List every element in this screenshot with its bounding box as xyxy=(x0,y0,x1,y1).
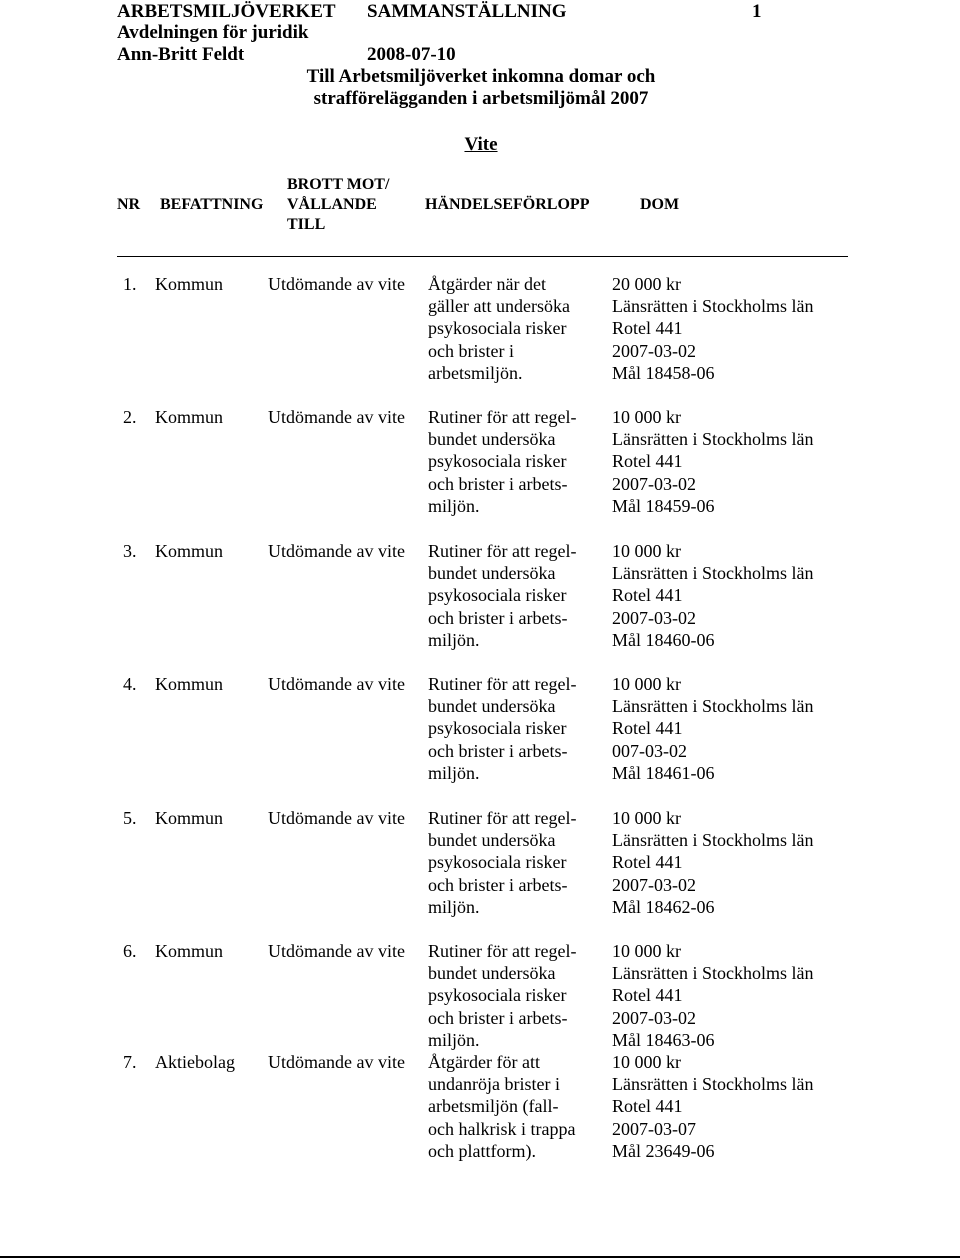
dom-amount: 10 000 kr xyxy=(612,1052,681,1072)
row-befattning: Kommun xyxy=(155,541,224,561)
dom-amount: 10 000 kr xyxy=(612,541,681,561)
handelseforlopp-line: psykosociala risker xyxy=(428,985,567,1006)
department: Avdelningen för juridik xyxy=(117,22,309,43)
handelseforlopp-line: miljön. xyxy=(428,762,480,783)
row-handelseforlopp xyxy=(428,540,576,651)
dom-amount: 10 000 kr xyxy=(612,808,681,828)
row-handelseforlopp xyxy=(428,406,576,517)
handelseforlopp-line: Rutiner för att regel- xyxy=(428,674,577,694)
dom-rotel: Rotel 441 xyxy=(612,1096,683,1117)
dom-case-number: Mål 18459-06 xyxy=(612,495,715,516)
row-number: 1. xyxy=(123,274,137,294)
dom-rotel: Rotel 441 xyxy=(612,318,683,339)
row-brott-mot: Utdömande av vite xyxy=(268,1052,405,1072)
dom-court: Länsrätten i Stockholms län xyxy=(612,563,814,584)
row-dom xyxy=(612,406,813,517)
row-brott-mot: Utdömande av vite xyxy=(268,674,405,694)
handelseforlopp-line: undanröja brister i xyxy=(428,1074,560,1095)
row-brott-mot: Utdömande av vite xyxy=(268,808,405,828)
handelseforlopp-line: miljön. xyxy=(428,495,480,516)
dom-date: 2007-03-02 xyxy=(612,473,696,494)
handelseforlopp-line: och brister i xyxy=(428,340,514,361)
handelseforlopp-line: arbetsmiljön. xyxy=(428,362,523,383)
dom-case-number: Mål 18462-06 xyxy=(612,896,715,917)
handelseforlopp-line: bundet undersöka xyxy=(428,563,556,584)
handelseforlopp-line: och brister i arbets- xyxy=(428,607,568,628)
row-handelseforlopp xyxy=(428,673,576,784)
row-befattning: Kommun xyxy=(155,407,224,427)
handelseforlopp-line: Rutiner för att regel- xyxy=(428,541,577,561)
dom-amount: 10 000 kr xyxy=(612,674,681,694)
row-number: 4. xyxy=(123,674,137,694)
row-befattning: Kommun xyxy=(155,808,224,828)
dom-date: 2007-03-02 xyxy=(612,340,696,361)
dom-date: 007-03-02 xyxy=(612,740,687,761)
dom-amount: 10 000 kr xyxy=(612,407,681,427)
handelseforlopp-line: och brister i arbets- xyxy=(428,1007,568,1028)
handelseforlopp-line: gäller att undersöka xyxy=(428,296,570,317)
row-handelseforlopp xyxy=(428,273,570,384)
table-row xyxy=(0,673,960,785)
agency-name: ARBETSMILJÖVERKET xyxy=(117,1,336,22)
header-rule xyxy=(117,256,848,257)
handelseforlopp-line: miljön. xyxy=(428,629,480,650)
dom-case-number: Mål 18461-06 xyxy=(612,762,715,783)
handelseforlopp-line: och brister i arbets- xyxy=(428,473,568,494)
table-row xyxy=(0,540,960,652)
handelseforlopp-line: bundet undersöka xyxy=(428,963,556,984)
dom-court: Länsrätten i Stockholms län xyxy=(612,1074,814,1095)
table-row xyxy=(0,406,960,518)
dom-rotel: Rotel 441 xyxy=(612,985,683,1006)
handelseforlopp-line: miljön. xyxy=(428,896,480,917)
row-number: 2. xyxy=(123,407,137,427)
row-brott-mot: Utdömande av vite xyxy=(268,541,405,561)
author: Ann-Britt Feldt xyxy=(117,44,245,65)
dom-case-number: Mål 18458-06 xyxy=(612,362,715,383)
handelseforlopp-line: psykosociala risker xyxy=(428,852,567,873)
handelseforlopp-line: och brister i arbets- xyxy=(428,874,568,895)
dom-court: Länsrätten i Stockholms län xyxy=(612,429,814,450)
row-brott-mot: Utdömande av vite xyxy=(268,407,405,427)
row-dom xyxy=(612,540,813,651)
row-dom xyxy=(612,673,813,784)
dom-court: Länsrätten i Stockholms län xyxy=(612,696,814,717)
dom-court: Länsrätten i Stockholms län xyxy=(612,830,814,851)
row-number: 7. xyxy=(123,1052,137,1072)
row-brott-mot: Utdömande av vite xyxy=(268,941,405,961)
dom-rotel: Rotel 441 xyxy=(612,852,683,873)
handelseforlopp-line: och plattform). xyxy=(428,1140,536,1161)
row-handelseforlopp xyxy=(428,1051,575,1162)
handelseforlopp-line: psykosociala risker xyxy=(428,718,567,739)
dom-case-number: Mål 18463-06 xyxy=(612,1029,715,1050)
dom-amount: 10 000 kr xyxy=(612,941,681,961)
row-handelseforlopp xyxy=(428,940,576,1051)
row-dom xyxy=(612,940,813,1051)
dom-court: Länsrätten i Stockholms län xyxy=(612,296,814,317)
handelseforlopp-line: psykosociala risker xyxy=(428,585,567,606)
column-header-befattning: BEFATTNING xyxy=(160,196,264,213)
dom-date: 2007-03-02 xyxy=(612,1007,696,1028)
handelseforlopp-line: bundet undersöka xyxy=(428,696,556,717)
dom-rotel: Rotel 441 xyxy=(612,718,683,739)
footer-rule xyxy=(0,1256,960,1258)
column-header-dom: DOM xyxy=(640,196,680,213)
handelseforlopp-line: Åtgärder när det xyxy=(428,274,546,294)
row-dom xyxy=(612,273,813,384)
dom-amount: 20 000 kr xyxy=(612,274,681,294)
row-befattning: Kommun xyxy=(155,274,224,294)
handelseforlopp-line: arbetsmiljön (fall- xyxy=(428,1096,559,1117)
handelseforlopp-line: Rutiner för att regel- xyxy=(428,808,577,828)
handelseforlopp-line: miljön. xyxy=(428,1029,480,1050)
handelseforlopp-line: och brister i arbets- xyxy=(428,740,568,761)
section-heading: Vite xyxy=(464,134,498,155)
column-header-brott-mot-line-3: TILL xyxy=(287,216,326,233)
handelseforlopp-line: Rutiner för att regel- xyxy=(428,407,577,427)
table-row xyxy=(0,273,960,385)
dom-rotel: Rotel 441 xyxy=(612,451,683,472)
dom-date: 2007-03-02 xyxy=(612,607,696,628)
row-number: 5. xyxy=(123,808,137,828)
row-dom xyxy=(612,807,813,918)
row-brott-mot: Utdömande av vite xyxy=(268,274,405,294)
dom-court: Länsrätten i Stockholms län xyxy=(612,963,814,984)
handelseforlopp-line: psykosociala risker xyxy=(428,451,567,472)
handelseforlopp-line: och halkrisk i trappa xyxy=(428,1118,576,1139)
row-handelseforlopp xyxy=(428,807,576,918)
handelseforlopp-line: Rutiner för att regel- xyxy=(428,941,577,961)
document-kind: SAMMANSTÄLLNING xyxy=(367,1,567,22)
column-header-brott-mot-line-1: BROTT MOT/ xyxy=(287,176,390,193)
column-header-nr: NR xyxy=(117,196,141,213)
document-title-line-2: strafförelägganden i arbetsmiljömål 2007 xyxy=(313,88,649,109)
row-befattning: Kommun xyxy=(155,674,224,694)
handelseforlopp-line: psykosociala risker xyxy=(428,318,567,339)
dom-case-number: Mål 18460-06 xyxy=(612,629,715,650)
document-date: 2008-07-10 xyxy=(367,44,456,65)
handelseforlopp-line: bundet undersöka xyxy=(428,429,556,450)
dom-case-number: Mål 23649-06 xyxy=(612,1140,715,1161)
table-row xyxy=(0,940,960,1052)
dom-rotel: Rotel 441 xyxy=(612,585,683,606)
row-number: 6. xyxy=(123,941,137,961)
handelseforlopp-line: bundet undersöka xyxy=(428,830,556,851)
row-befattning: Kommun xyxy=(155,941,224,961)
row-befattning: Aktiebolag xyxy=(155,1052,235,1072)
handelseforlopp-line: Åtgärder för att xyxy=(428,1052,540,1072)
page-number: 1 xyxy=(752,1,762,22)
table-row xyxy=(0,807,960,919)
row-number: 3. xyxy=(123,541,137,561)
dom-date: 2007-03-02 xyxy=(612,874,696,895)
column-header-handelseforlopp: HÄNDELSEFÖRLOPP xyxy=(425,196,590,213)
document-title-line-1: Till Arbetsmiljöverket inkomna domar och xyxy=(306,66,656,87)
column-header-brott-mot-line-2: VÅLLANDE xyxy=(287,196,377,213)
row-dom xyxy=(612,1051,813,1162)
table-row xyxy=(0,1051,960,1163)
dom-date: 2007-03-07 xyxy=(612,1118,696,1139)
